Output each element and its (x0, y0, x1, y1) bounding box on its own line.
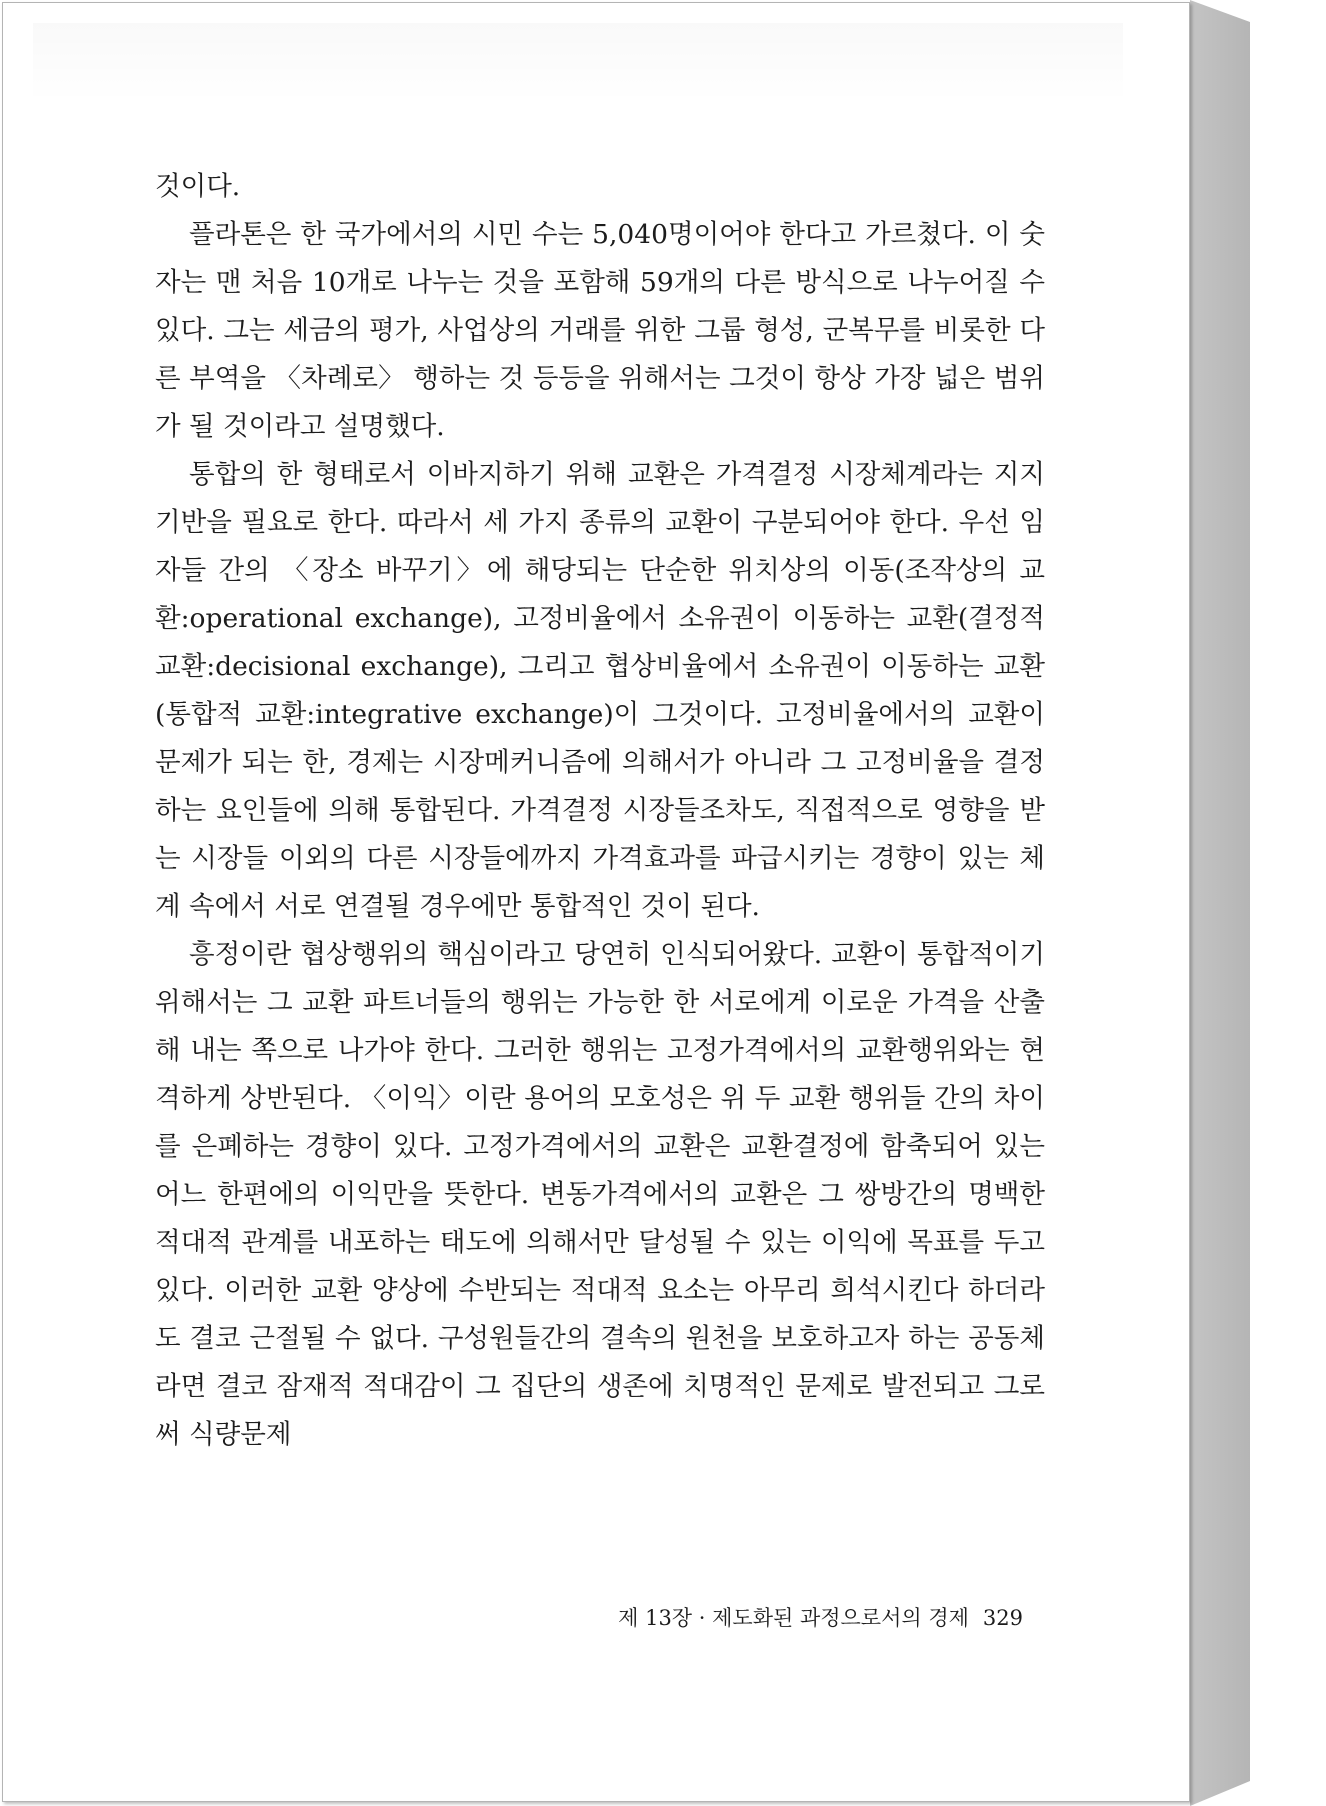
paragraph-bargaining: 흥정이란 협상행위의 핵심이라고 당연히 인식되어왔다. 교환이 통합적이기 위해서는 그 교환 파트너들의 행위는 가능한 한 서로에게 이로운 가격을 산출해 내는 쪽으로 나가야 한다. 그러한 행위는 고정가격에서의 교환행위와는 현격하게 상반된다. 〈이익〉이란 용어의 모호성은 위 두 교환 행위들 간의 차이를 은폐하는 경향이 있다. 고정가격에서의 교환은 교환결정에 함축되어 있는 어느 한편에의 이익만을 뜻한다. 변동가격에서의 교환은 그 쌍방간의 명백한 적대적 관계를 내포하는 태도에 의해서만 달성될 수 있는 이익에 목표를 두고 있다. 이러한 교환 양상에 수반되는 적대적 요소는 아무리 희석시킨다 하더라도 결코 근절될 수 없다. 구성원들간의 결속의 원천을 보호하고자 하는 공동체라면 결코 잠재적 적대감이 그 집단의 생존에 치명적인 문제로 발전되고 그로써 식량문제 (155, 939, 1045, 1450)
page-footer (563, 1603, 1023, 1633)
paragraph-exchange-types: 통합의 한 형태로서 이바지하기 위해 교환은 가격결정 시장체계라는 지지기반을 필요로 한다. 따라서 세 가지 종류의 교환이 구분되어야 한다. 우선 임자들 간의 〈장소 바꾸기〉에 해당되는 단순한 위치상의 이동(조작상의 교환:operational exchange), 고정비율에서 소유권이 이동하는 교환(결정적 교환:decisional exchange), 그리고 협상비율에서 소유권이 이동하는 교환(통합적 교환:integrative exchange)이 그것이다. 고정비율에서의 교환이 문제가 되는 한, 경제는 시장메커니즘에 의해서가 아니라 그 고정비율을 결정하는 요인들에 의해 통합된다. 가격결정 시장들조차도, 직접적으로 영향을 받는 시장들 이외의 다른 시장들에까지 가격효과를 파급시키는 경향이 있는 체계 속에서 서로 연결될 경우에만 통합적인 것이 된다. (155, 459, 1045, 922)
running-footer-chapter: 제 13장 · 제도화된 과정으로서의 경제 (618, 1606, 969, 1630)
scan-shadow (33, 23, 1123, 103)
paragraph-continued: 것이다. (155, 171, 241, 202)
paragraph-plato: 플라톤은 한 국가에서의 시민 수는 5,040명이어야 한다고 가르쳤다. 이 숫자는 맨 처음 10개로 나누는 것을 포함해 59개의 다른 방식으로 나누어질 수 있다. 그는 세금의 평가, 사업상의 거래를 위한 그룹 형성, 군복무를 비롯한 다른 부역을 〈차례로〉 행하는 것 등등을 위해서는 그것이 항상 가장 넓은 범위가 될 것이라고 설명했다. (155, 219, 1045, 442)
page-number: 329 (982, 1606, 1023, 1630)
book-page (2, 2, 1190, 1802)
page-body-text (155, 163, 1045, 1459)
book-edge (1190, 0, 1250, 1806)
